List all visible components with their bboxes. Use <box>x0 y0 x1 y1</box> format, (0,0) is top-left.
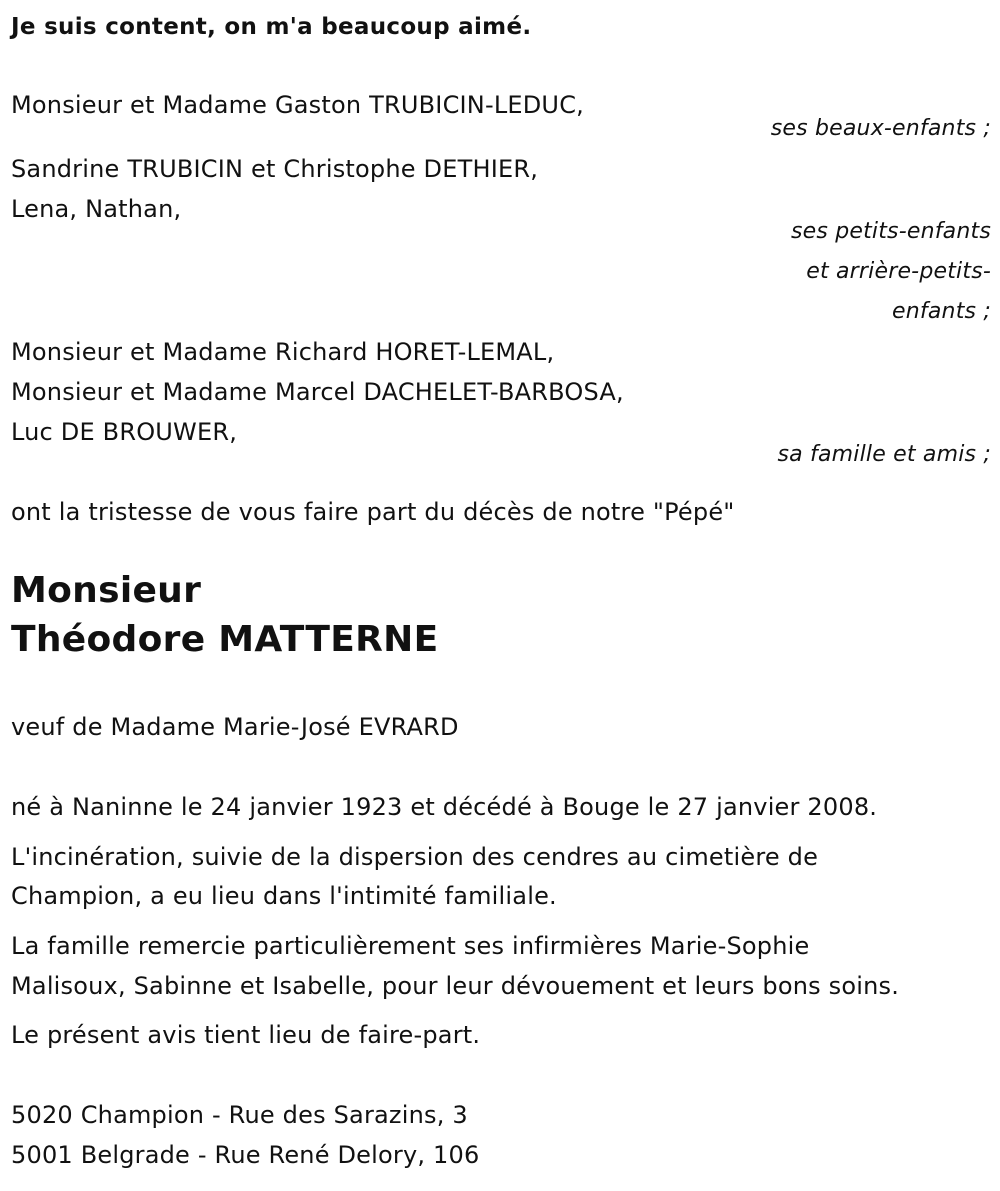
family-role: enfants ; <box>892 299 991 324</box>
family-role: et arrière-petits- <box>806 259 991 284</box>
family-role: ses beaux-enfants ; <box>770 116 991 141</box>
family-name-line: Monsieur et Madame Richard HORET-LEMAL, <box>11 338 555 366</box>
family-role: sa famille et amis ; <box>777 442 991 467</box>
announcement-text: ont la tristesse de vous faire part du décès de notre "Pépé" <box>11 498 735 526</box>
family-role: ses petits-enfants <box>790 219 991 244</box>
deceased-title: Monsieur <box>11 570 202 611</box>
thanks-line: La famille remercie particulièrement ses infirmières Marie-Sophie <box>11 932 810 960</box>
address-line: 5001 Belgrade - Rue René Delory, 106 <box>11 1141 480 1169</box>
family-name-line: Monsieur et Madame Gaston TRUBICIN-LEDUC, <box>11 91 584 119</box>
notice-line: Le présent avis tient lieu de faire-part. <box>11 1021 481 1049</box>
deceased-name: Théodore MATTERNE <box>11 619 439 660</box>
family-name-line: Monsieur et Madame Marcel DACHELET-BARBOSA, <box>11 378 624 406</box>
family-name-line: Luc DE BROUWER, <box>11 418 238 446</box>
obituary-notice <box>11 0 991 1191</box>
thanks-line: Malisoux, Sabinne et Isabelle, pour leur dévouement et leurs bons soins. <box>11 972 900 1000</box>
family-name-line: Lena, Nathan, <box>11 195 182 223</box>
birth-death-line: né à Naninne le 24 janvier 1923 et décédé à Bouge le 27 janvier 2008. <box>11 793 878 821</box>
widower-line: veuf de Madame Marie-José EVRARD <box>11 713 459 741</box>
cremation-line: Champion, a eu lieu dans l'intimité familiale. <box>11 882 557 910</box>
family-name-line: Sandrine TRUBICIN et Christophe DETHIER, <box>11 155 539 183</box>
address-line: 5020 Champion - Rue des Sarazins, 3 <box>11 1101 468 1129</box>
motto: Je suis content, on m'a beaucoup aimé. <box>11 14 532 40</box>
cremation-line: L'incinération, suivie de la dispersion des cendres au cimetière de <box>11 843 819 871</box>
